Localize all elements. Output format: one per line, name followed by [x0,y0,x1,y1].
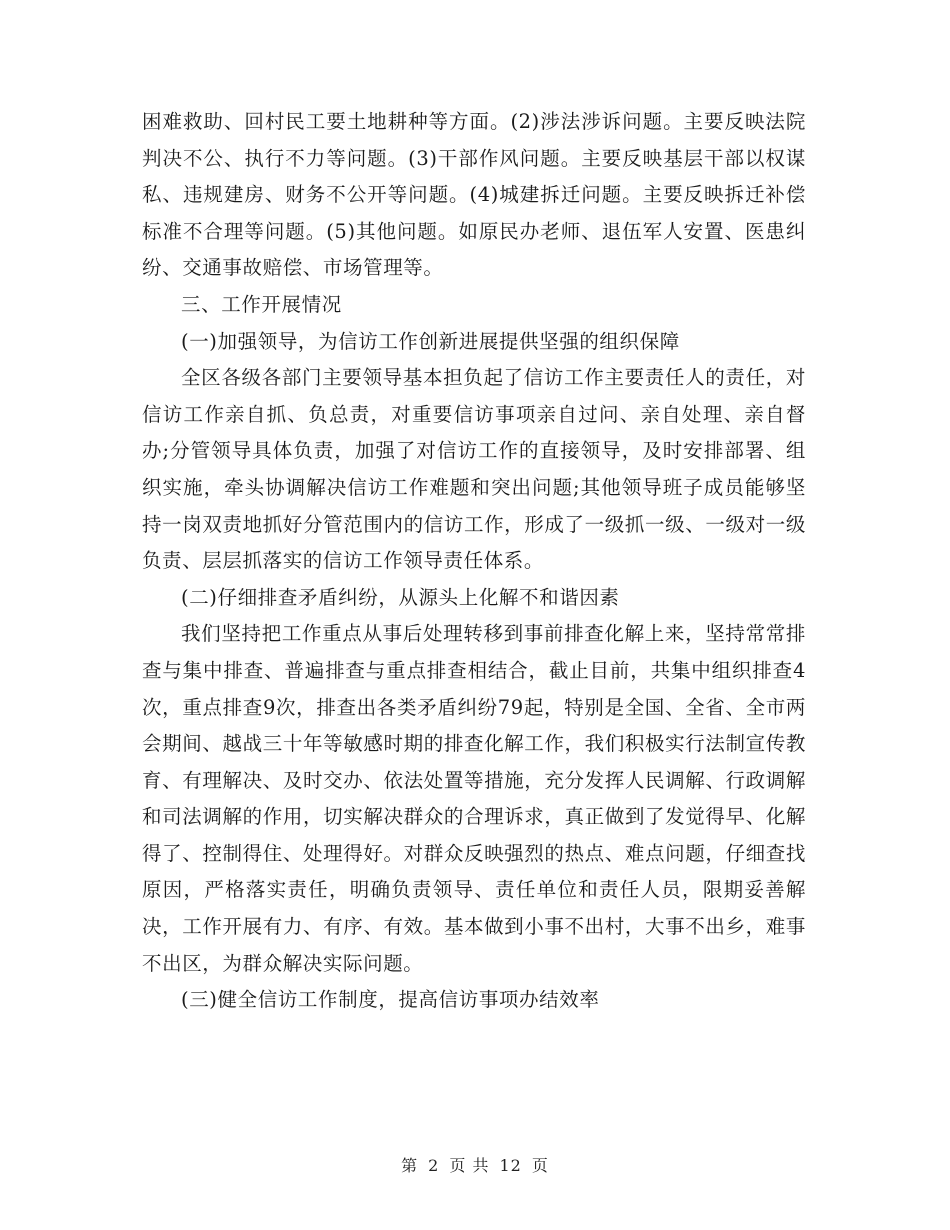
section-heading-3: 三、工作开展情况 [181,292,342,316]
subheading-1: (一)加强领导，为信访工作创新进展提供坚强的组织保障 [181,329,680,353]
footer-total-pages: 12 [499,1156,522,1175]
page-footer [0,1153,950,1176]
footer-page-number: 2 [428,1156,440,1175]
paragraph-issues-continued: 困难救助、回村民工要土地耕种等方面。(2)涉法涉诉问题。主要反映法院判决不公、执行不力等问题。(3)干部作风问题。主要反映基层干部以权谋私、违规建房、财务不公开等问题。(4)城建拆迁问题。主要反映拆迁补偿标准不合理等问题。(5)其他问题。如原民办老师、退伍军人安置、医患纠纷、交通事故赔偿、市场管理等。 [142,110,806,280]
footer-suffix: 页 [531,1156,549,1175]
paragraph-dispute-screening: 我们坚持把工作重点从事后处理转移到事前排查化解上来，坚持常常排查与集中排查、普遍排查与重点排查相结合，截止目前，共集中组织排查4次，重点排查9次，排查出各类矛盾纠纷79起，特别是全国、全省、全市两会期间、越战三十年等敏感时期的排查化解工作，我们积极实行法制宣传教育、有理解决、及时交办、依法处置等措施，充分发挥人民调解、行政调解和司法调解的作用，切实解决群众的合理诉求，真正做到了发觉得早、化解得了、控制得住、处理得好。对群众反映强烈的热点、难点问题，仔细查找原因，严格落实责任，明确负责领导、责任单位和责任人员，限期妥善解决，工作开展有力、有序、有效。基本做到小事不出村，大事不出乡，难事不出区，为群众解决实际问题。 [142,622,806,975]
subheading-3: (三)健全信访工作制度，提高信访事项办结效率 [181,988,600,1012]
subheading-2: (二)仔细排查矛盾纠纷，从源头上化解不和谐因素 [181,585,620,609]
paragraph-leadership: 全区各级各部门主要领导基本担负起了信访工作主要责任人的责任，对信访工作亲自抓、负总责，对重要信访事项亲自过问、亲自处理、亲自督办;分管领导具体负责，加强了对信访工作的直接领导，及时安排部署、组织实施，牵头协调解决信访工作难题和突出问题;其他领导班子成员能够坚持一岗双责地抓好分管范围内的信访工作，形成了一级抓一级、一级对一级负责、层层抓落实的信访工作领导责任体系。 [142,366,806,573]
footer-middle: 页 共 [449,1156,490,1175]
document-body [142,104,806,1019]
footer-prefix: 第 [401,1156,419,1175]
